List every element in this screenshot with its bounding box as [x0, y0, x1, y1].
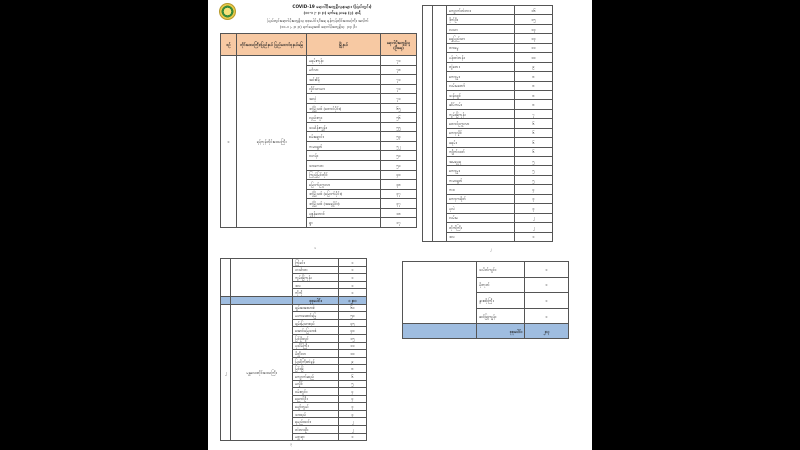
blank-cell: [403, 324, 477, 339]
case-count: ၂: [339, 418, 367, 426]
township-name: မရမ်းကုန်း: [307, 56, 381, 66]
case-count: ၁: [525, 293, 569, 309]
doc-line4: (၁၀-၁၂-၂၀၂၀) ရက်နေ့အထိ ရောဂါပိုးတွေ့ရှိသူ ၂၀၃ ဦး: [279, 24, 357, 29]
township-name: အလုံ: [307, 94, 381, 104]
township-table-2: [422, 5, 553, 242]
case-count: ၅၁: [381, 161, 417, 171]
township-name: အမရပူရ: [447, 157, 515, 166]
case-count: ၅၅: [381, 122, 417, 132]
doc-subtitle: (၁၀-၁၂-၂၀၂၀) ရက်နေ့ ညနေ (၄) နာရီ: [303, 10, 361, 15]
case-count: ၈: [515, 90, 553, 99]
township-name: နွားထိုးကြီး: [477, 293, 525, 309]
township-name: မလှိုင်: [293, 380, 339, 388]
township-name: ချမ်းမြသာစည်: [293, 319, 339, 327]
col-header-region: တိုင်းဒေသကြီး/ပြည်နယ် ပြည်ထောင်စုနယ်မြေ: [237, 34, 307, 56]
case-count: ၇၁: [381, 84, 417, 94]
township-name: ဗဟန်း: [307, 151, 381, 161]
township-name: ကျောက်တံတား: [447, 6, 515, 15]
township-name: မိတ္ထီလာ: [293, 350, 339, 358]
case-count: ၅၃: [381, 132, 417, 142]
township-name: ခရမ်း: [447, 138, 515, 147]
township-name: သပိတ်ကျင်း: [477, 262, 525, 278]
township-name: တာမွေ: [447, 43, 515, 52]
township-name: ကမာရွတ်: [447, 175, 515, 184]
total-value: ၂၀၃: [525, 324, 569, 339]
township-name: ကမာရွတ်: [307, 141, 381, 151]
subtotal-label: စုစုပေါင်း: [293, 296, 339, 304]
township-name: သင်္ဃန်းကျွန်း: [307, 122, 381, 132]
blank-cell: [231, 259, 293, 297]
region-name: မန္တလေးတိုင်းဒေသကြီး: [231, 304, 293, 441]
case-count: ၁၁: [339, 342, 367, 350]
township-name: ပျော်ဘွယ်: [293, 403, 339, 411]
case-count: ၄၅: [339, 319, 367, 327]
document-page: [208, 0, 592, 450]
blank-cell: [403, 262, 477, 324]
township-name: ပန်းဘဲတန်း: [447, 53, 515, 62]
case-count: ၃: [339, 410, 367, 418]
township-name: လှည်းကူး: [307, 113, 381, 123]
case-count: ၁: [515, 232, 553, 241]
case-count: ၆၅: [381, 103, 417, 113]
case-count: ၁: [339, 259, 367, 267]
township-table-3: [220, 258, 367, 441]
case-count: ၈: [515, 72, 553, 81]
township-name: လသာ: [447, 24, 515, 33]
case-count: ၈: [515, 100, 553, 109]
township-name: ချမ်းအေးသာဇံ: [293, 304, 339, 312]
case-count: ၆: [339, 372, 367, 380]
col-header-count: ရောဂါပိုးတွေ့ရှိသူ (ဦးရေ): [381, 34, 417, 56]
township-name: တိုက်ကြီး: [447, 223, 515, 232]
page-number: ၃: [290, 442, 292, 446]
township-name: ညောင်ဦး: [293, 395, 339, 403]
case-count: ၄: [339, 395, 367, 403]
table-row: [221, 259, 367, 267]
township-name: တံတားဦး: [293, 426, 339, 434]
case-count: ၁၈: [381, 208, 417, 218]
table-row: [221, 304, 367, 312]
township-name: ကိုကို: [293, 289, 339, 297]
township-name: ပုဇွန်တောင်: [307, 208, 381, 218]
col-header-no: စဉ်: [221, 34, 237, 56]
case-count: ၄၀: [339, 327, 367, 335]
township-name: လမ်းမ: [447, 213, 515, 222]
township-name: ဒဂုံမြို့သစ် (မြောက်ပိုင်း): [307, 189, 381, 199]
township-name: မတ္တရာ: [293, 433, 339, 441]
table-row: [221, 56, 417, 66]
case-count: ၃: [515, 194, 553, 203]
subtotal-value: ၁၂၈၁: [339, 296, 367, 304]
township-name: ဒလ: [293, 281, 339, 289]
case-count: ၁: [339, 274, 367, 282]
township-name: ပြင်ဦးလွင်: [293, 334, 339, 342]
township-name: ရွာ: [307, 218, 381, 228]
case-count: ၁၇: [381, 218, 417, 228]
case-count: ၁၅: [515, 15, 553, 24]
row-number: ၂: [221, 304, 231, 441]
township-name: ကဝ: [447, 185, 515, 194]
page-number: ၁: [314, 246, 316, 250]
total-label: စုစုပေါင်း: [477, 324, 525, 339]
township-name: ကျောက်ဆည်: [293, 372, 339, 380]
case-count: ၇၈: [381, 65, 417, 75]
township-name: ကော့လှိုင်: [447, 128, 515, 137]
township-name: ဒိုက်ဦး: [447, 15, 515, 24]
case-count: ၁: [339, 433, 367, 441]
doc-title: COVID-19 ရောဂါပိုးတွေ့ရှိလူနာများ (ပြည်တွင်း): [292, 4, 372, 9]
case-count: ၁၃: [515, 24, 553, 33]
township-name: ကော့ကရိတ်: [447, 194, 515, 203]
township-name: ရမည်းသင်း: [293, 418, 339, 426]
case-count: ၅၀: [339, 312, 367, 320]
township-name: အောင်မြေသာဇံ: [293, 327, 339, 335]
township-name: ကွမ်းခြံကုန်း: [293, 274, 339, 282]
total-row: [403, 324, 569, 339]
case-count: ၃၇: [381, 189, 417, 199]
case-count: ၁၀: [339, 350, 367, 358]
case-count: ၁: [525, 308, 569, 324]
blank-cell: [423, 6, 433, 242]
table-row: [423, 6, 553, 15]
township-name: တောင်ဥက္ကလာ: [447, 119, 515, 128]
blank-cell: [221, 296, 231, 304]
township-name: သာကေတ: [307, 161, 381, 171]
case-count: ၃: [515, 204, 553, 213]
township-name: ကွမ်းခြံကုန်း: [447, 109, 515, 118]
blank-cell: [221, 259, 231, 297]
case-count: ၁၅: [339, 334, 367, 342]
case-count: ၂: [339, 426, 367, 434]
case-count: ၅: [515, 175, 553, 184]
township-name: ကျိုက်လတ်: [447, 147, 515, 156]
township-name: ပုလဲ: [447, 204, 515, 213]
case-count: ၄၀: [381, 170, 417, 180]
row-number: ၁: [221, 56, 237, 228]
township-name: ဒလ: [447, 232, 515, 241]
table-row: [403, 262, 569, 278]
case-count: ၁: [525, 262, 569, 278]
township-name: လှိုင်သာယာ: [307, 84, 381, 94]
case-count: ၇၁: [381, 94, 417, 104]
township-name: သာစည်: [293, 410, 339, 418]
case-count: ၉: [515, 62, 553, 71]
case-count: ၅: [515, 166, 553, 175]
case-count: ၅၁: [381, 151, 417, 161]
doc-line3: ပြည်တွင်းရောဂါပိုးတွေ့ရှိသူ စုစုပေါင်း ဦးရေ ရန်ကုန်တိုင်းဒေသကြီး အလိုက်: [267, 18, 369, 23]
case-count: ၃၈: [381, 180, 417, 190]
case-count: ၁၃: [515, 34, 553, 43]
case-count: ၁: [339, 266, 367, 274]
case-count: ၇၁: [381, 75, 417, 85]
case-count: ၆: [515, 138, 553, 147]
township-name: မင်္ဂလာ: [307, 65, 381, 75]
township-name: မဟာအောင်မြေ: [293, 312, 339, 320]
region-name: ရန်ကုန်တိုင်းဒေသကြီး: [237, 56, 307, 228]
township-table-4: [402, 261, 569, 339]
township-name: သန်လျင်: [447, 90, 515, 99]
case-count: ၅၆: [381, 113, 417, 123]
case-count: ၈: [515, 81, 553, 90]
case-count: ၆၀: [339, 304, 367, 312]
case-count: ၇: [515, 109, 553, 118]
subtotal-row: [221, 296, 367, 304]
township-name: ဆိပ်ကမ်း: [447, 100, 515, 109]
township-name: ပုသိမ်ကြီး: [293, 342, 339, 350]
township-name: စမ်းချောင်း: [307, 132, 381, 142]
case-count: ၄: [339, 388, 367, 396]
township-table-1: [220, 33, 417, 228]
case-count: ၁: [339, 281, 367, 289]
township-name: ဒဂုံမြို့သစ် (အရှေ့ပိုင်း): [307, 199, 381, 209]
col-header-township: မြို့နယ်: [307, 34, 381, 56]
township-name: တွံတေး: [447, 62, 515, 71]
case-count: ၂: [515, 213, 553, 222]
case-count: ၃: [339, 403, 367, 411]
case-count: ၁၀: [515, 53, 553, 62]
township-name: ဆင်ဖြူကျွန်း: [477, 308, 525, 324]
blank-cell: [231, 296, 293, 304]
case-count: ၃၇: [381, 199, 417, 209]
township-name: ဟင်္သာတ: [293, 266, 339, 274]
township-name: ကော့မှူး: [447, 166, 515, 175]
township-name: အင်းစိန်: [307, 75, 381, 85]
blank-cell: [433, 6, 447, 242]
township-name: မြင်းခြံ: [293, 365, 339, 373]
township-name: ဝမ်းတွင်း: [293, 388, 339, 396]
case-count: ၅၂: [381, 141, 417, 151]
township-name: ကော့မှူး: [447, 72, 515, 81]
township-name: ကြံခင်း: [293, 259, 339, 267]
case-count: ၄: [515, 185, 553, 194]
case-count: ၆: [515, 119, 553, 128]
case-count: ၁၆: [515, 6, 553, 15]
case-count: ၈: [339, 365, 367, 373]
page-number: ၂: [490, 247, 492, 251]
case-count: ၆: [515, 128, 553, 137]
case-count: ၅: [515, 157, 553, 166]
case-count: ၁: [525, 277, 569, 293]
township-name: ဒဂုံမြို့သစ် (တောင်ပိုင်း): [307, 103, 381, 113]
township-name: ကြည့်မြင်တိုင်: [307, 170, 381, 180]
township-name: မိုးကုတ်: [477, 277, 525, 293]
case-count: ၆: [515, 147, 553, 156]
township-name: မြောက်ဥက္ကလာ: [307, 180, 381, 190]
case-count: ၇၁: [381, 56, 417, 66]
case-count: ၁၁: [515, 43, 553, 52]
township-name: ရွှေပြည်သာ: [447, 34, 515, 43]
case-count: ၅: [339, 380, 367, 388]
case-count: ၁: [339, 289, 367, 297]
township-name: လမ်းမတော်: [447, 81, 515, 90]
township-name: ပြည်ကြီးတံခွန်: [293, 357, 339, 365]
case-count: ၉: [339, 357, 367, 365]
case-count: ၂: [515, 223, 553, 232]
